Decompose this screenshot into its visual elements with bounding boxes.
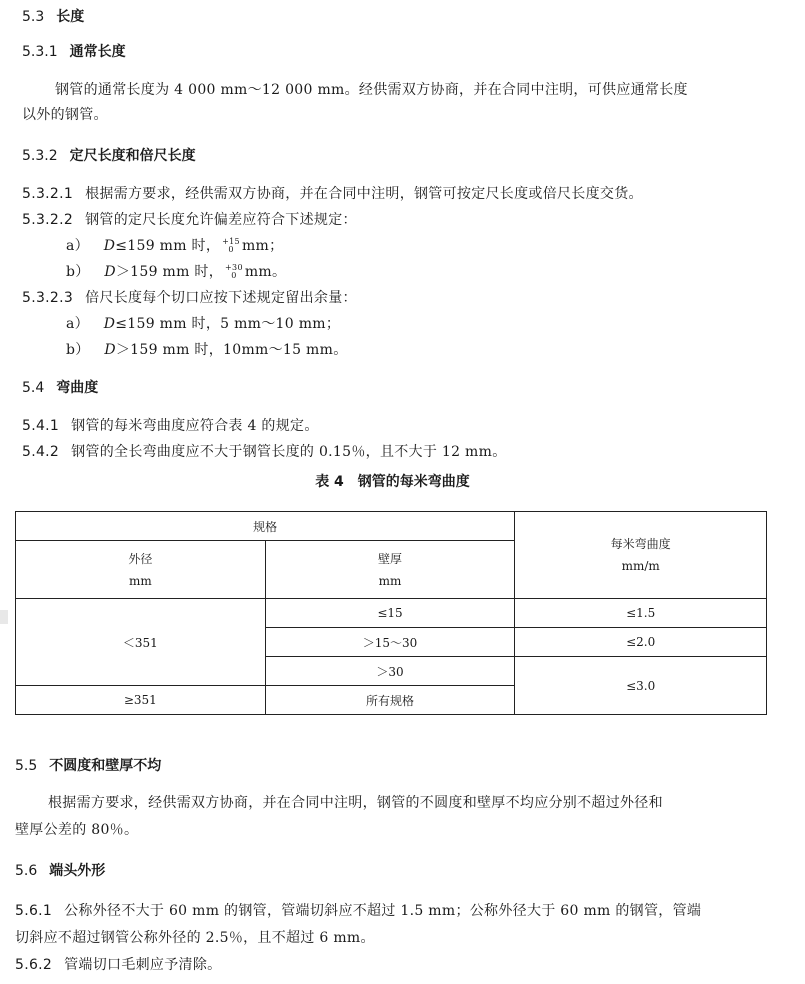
od-ge-cell: ≥351	[16, 686, 266, 715]
clause-text: 根据需方要求，经供需双方协商，并在合同中注明，钢管可按定尺长度或倍尺长度交货。	[85, 186, 643, 202]
table-caption: 表 4 钢管的每米弯曲度	[315, 474, 470, 490]
allowance-text: ＞159 mm 时，10mm～15 mm。	[115, 342, 348, 358]
clause-text: 倍尺长度每个切口应按下述规定留出余量：	[85, 290, 357, 306]
bend-cell: ≤3.0	[515, 657, 767, 715]
variable-d: D	[103, 316, 116, 332]
clause-5-6-1-line2: 切斜应不超过钢管公称外径的 2.5％，且不超过 6 mm。	[15, 930, 375, 946]
list-item-b-allowance	[66, 339, 348, 359]
bending-table	[15, 511, 767, 715]
bend-cell: ≤2.0	[515, 628, 767, 657]
list-marker: b）	[66, 264, 90, 280]
clause-number: 5.3.2.3	[22, 290, 74, 306]
variable-d: D	[104, 342, 116, 358]
wt-cell: ＞30	[265, 657, 515, 686]
section-title: 长度	[56, 9, 85, 25]
clause-text: 公称外径不大于 60 mm 的钢管，管端切斜应不超过 1.5 mm；公称外径大于 60 mm 的钢管，管端	[64, 903, 702, 919]
section-5-3-2-heading	[22, 145, 196, 165]
header-od-unit: mm	[128, 573, 152, 588]
section-title: 弯曲度	[56, 380, 99, 396]
clause-number: 5.4.2	[22, 444, 60, 460]
list-marker: a）	[66, 238, 89, 254]
wt-cell: ＞15～30	[265, 628, 515, 657]
header-spec: 规格	[16, 512, 515, 541]
section-5-3-1-heading	[22, 41, 126, 61]
section-number: 5.3.2	[22, 148, 58, 164]
unit-text: mm；	[241, 238, 284, 254]
section-5-3-heading	[22, 6, 84, 26]
header-bend-unit: mm/m	[621, 559, 660, 573]
section-number: 5.5	[15, 758, 38, 774]
clause-text: 钢管的全长弯曲度应不大于钢管长度的 0.15％，且不大于 12 mm。	[71, 444, 507, 460]
tolerance-upper: +15	[222, 237, 240, 246]
section-5-4-heading	[22, 377, 98, 397]
scan-artifact	[0, 610, 8, 624]
clause-5-6-1-line1	[15, 900, 701, 920]
section-number: 5.4	[22, 380, 45, 396]
paragraph-5-5-line1: 根据需方要求，经供需双方协商，并在合同中注明，钢管的不圆度和壁厚不均应分别不超过外径和	[48, 795, 663, 811]
list-marker: a）	[66, 316, 89, 332]
list-item-b-tolerance	[66, 261, 286, 281]
clause-number: 5.6.1	[15, 903, 53, 919]
bend-cell: ≤1.5	[515, 599, 767, 628]
section-5-5-heading	[15, 755, 161, 775]
clause-number: 5.6.2	[15, 957, 53, 973]
clause-5-3-2-1	[22, 183, 643, 203]
clause-text: 管端切口毛刺应予清除。	[64, 957, 222, 973]
paragraph-5-5-line2: 壁厚公差的 80％。	[15, 822, 139, 838]
table-row	[16, 599, 767, 628]
section-number: 5.6	[15, 863, 38, 879]
clause-text: 钢管的定尺长度允许偏差应符合下述规定：	[85, 212, 357, 228]
clause-5-3-2-2	[22, 209, 357, 229]
allowance-text: ≤159 mm 时，5 mm～10 mm；	[115, 316, 341, 332]
list-marker: b）	[66, 342, 90, 358]
paragraph-5-3-1-line2: 以外的钢管。	[22, 107, 108, 123]
clause-text: 钢管的每米弯曲度应符合表 4 的规定。	[71, 418, 319, 434]
header-od: 外径	[128, 551, 153, 566]
tolerance-stack	[225, 264, 243, 280]
section-title: 不圆度和壁厚不均	[49, 758, 162, 774]
header-bend-cell	[515, 512, 767, 599]
wt-cell: ≤15	[265, 599, 515, 628]
tolerance-stack	[222, 238, 240, 254]
clause-5-4-2	[22, 441, 507, 461]
unit-text: mm。	[244, 264, 287, 280]
clause-number: 5.3.2.1	[22, 186, 74, 202]
header-wt: 壁厚	[377, 551, 402, 566]
condition-text: ＞159 mm 时，	[115, 264, 224, 280]
od-lt-cell: ＜351	[16, 599, 266, 686]
section-title: 端头外形	[49, 863, 106, 879]
tolerance-lower: 0	[228, 245, 234, 254]
paragraph-5-3-1-line1: 钢管的通常长度为 4 000 mm～12 000 mm。经供需双方协商，并在合同中注明，可供应通常长度	[55, 82, 688, 98]
header-wt-cell	[265, 541, 515, 599]
header-od-cell	[16, 541, 266, 599]
variable-d: D	[103, 238, 116, 254]
wt-cell: 所有规格	[265, 686, 515, 715]
clause-number: 5.3.2.2	[22, 212, 74, 228]
clause-5-4-1	[22, 415, 319, 435]
clause-5-6-2	[15, 954, 221, 974]
tolerance-lower: 0	[231, 271, 237, 280]
section-number: 5.3.1	[22, 44, 58, 60]
header-bend: 每米弯曲度	[610, 537, 671, 551]
tolerance-upper: +30	[225, 263, 243, 272]
section-title: 定尺长度和倍尺长度	[69, 148, 196, 164]
section-number: 5.3	[22, 9, 45, 25]
clause-5-3-2-3	[22, 287, 357, 307]
variable-d: D	[104, 264, 116, 280]
condition-text: ≤159 mm 时，	[115, 238, 221, 254]
section-title: 通常长度	[69, 44, 126, 60]
header-wt-unit: mm	[378, 573, 402, 588]
clause-number: 5.4.1	[22, 418, 60, 434]
list-item-a-allowance	[66, 313, 340, 333]
section-5-6-heading	[15, 860, 105, 880]
list-item-a-tolerance	[66, 235, 283, 255]
